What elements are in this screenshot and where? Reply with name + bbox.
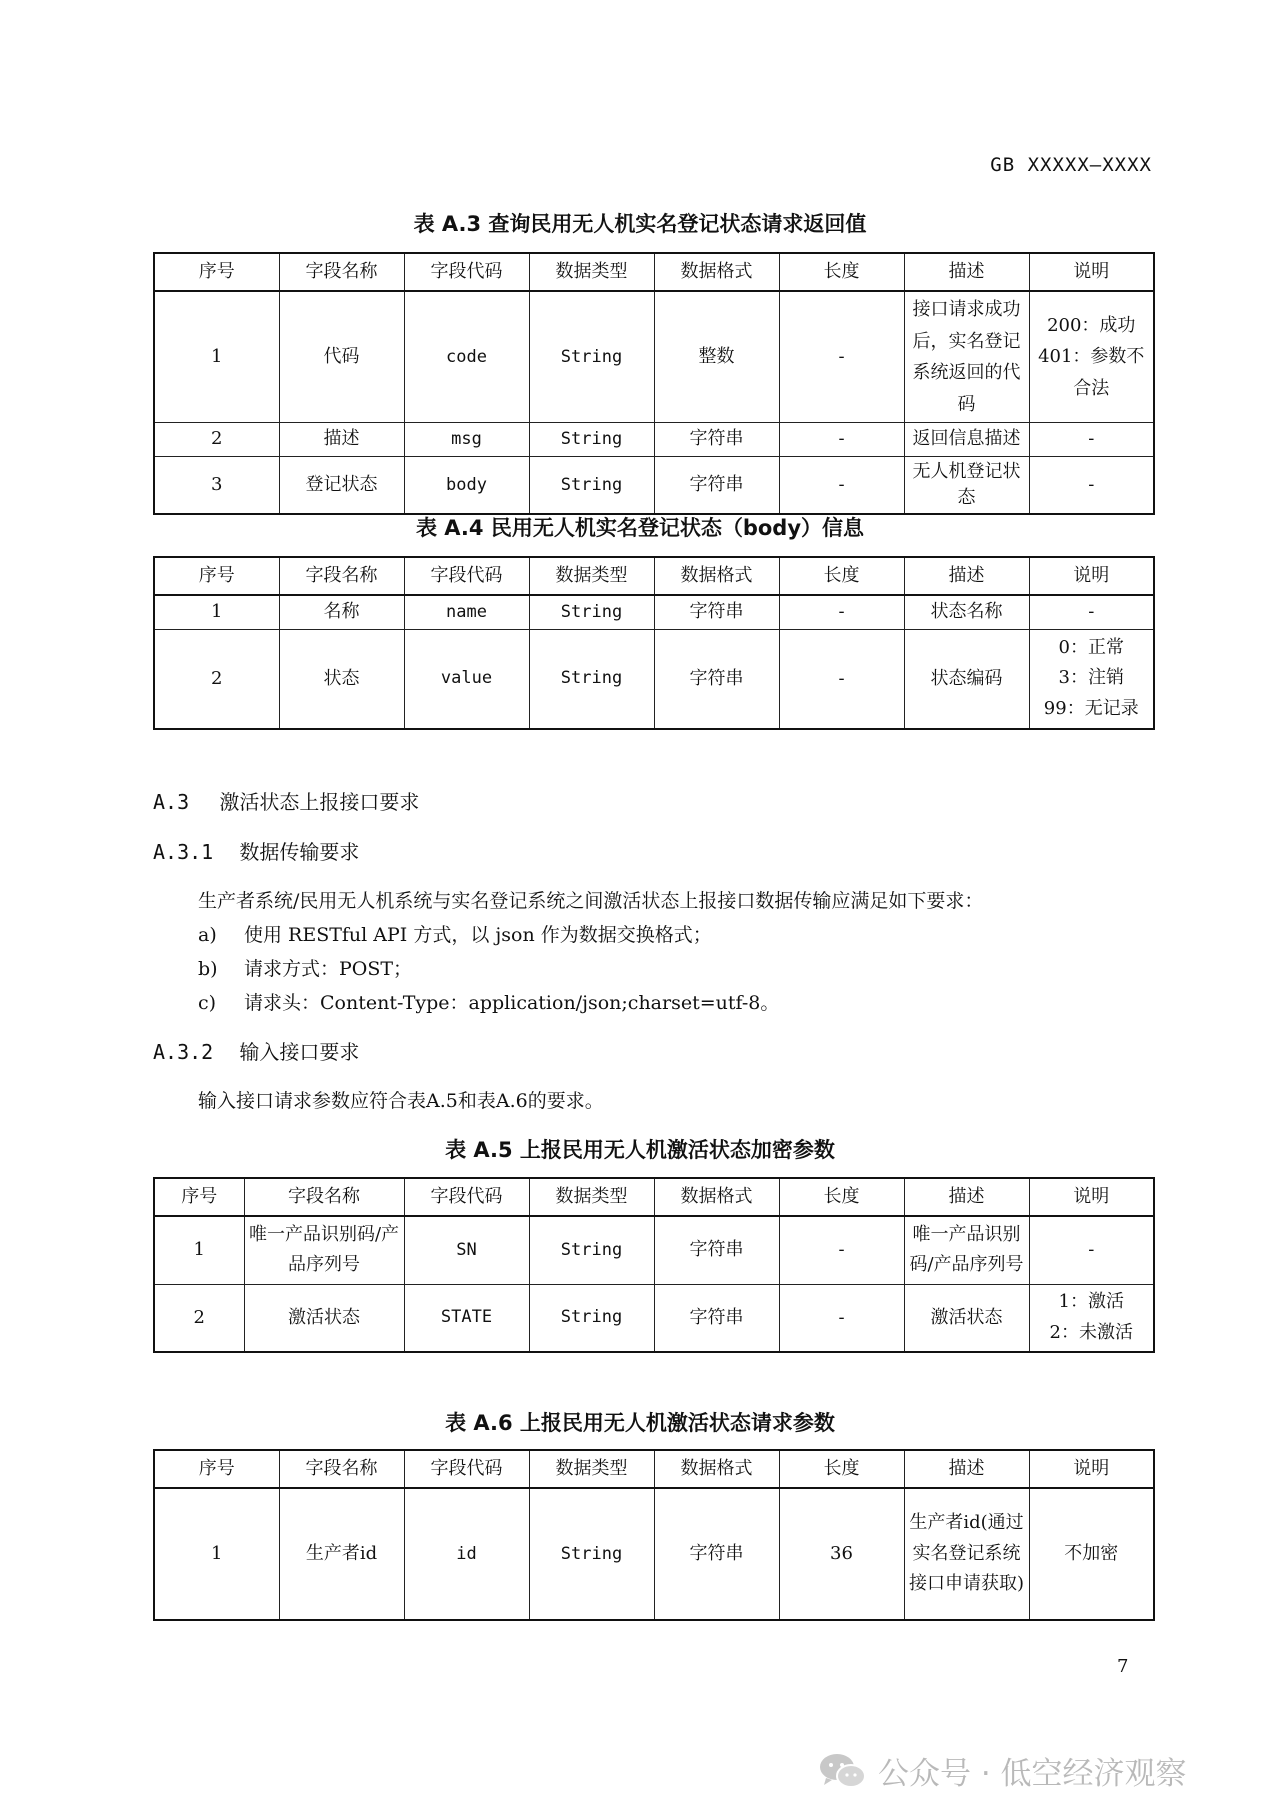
- header-cell: 字段名称: [279, 1450, 404, 1488]
- header-cell: 数据格式: [654, 253, 779, 291]
- header-cell: 长度: [779, 1178, 904, 1216]
- section-number: A.3: [153, 790, 190, 814]
- header-cell: 数据类型: [529, 1178, 654, 1216]
- cell-code: code: [404, 291, 529, 423]
- header-cell: 字段名称: [244, 1178, 404, 1216]
- cell-no: 1: [154, 291, 279, 423]
- header-cell: 描述: [904, 253, 1029, 291]
- cell-format: 字符串: [654, 423, 779, 457]
- cell-length: -: [779, 1216, 904, 1284]
- note-line: 2：未激活: [1049, 1321, 1133, 1343]
- table-row: [154, 629, 1154, 729]
- section-a31-heading: [153, 836, 359, 865]
- table-a5: [153, 1177, 1155, 1353]
- cell-code: STATE: [404, 1284, 529, 1352]
- table-row: [154, 1488, 1154, 1620]
- cell-format: 字符串: [654, 629, 779, 729]
- list-text: 使用 RESTful API 方式，以 json 作为数据交换格式；: [244, 924, 712, 946]
- table-header-row: [154, 1450, 1154, 1488]
- cell-no: 3: [154, 457, 279, 515]
- header-cell: 数据类型: [529, 557, 654, 595]
- header-cell: 字段代码: [404, 557, 529, 595]
- header-cell: 长度: [779, 1450, 904, 1488]
- note-line: 3：注销: [1058, 667, 1124, 689]
- table-row: [154, 291, 1154, 423]
- watermark-text: 公众号 · 低空经济观察: [878, 1756, 1187, 1792]
- section-a3-heading: [153, 786, 419, 815]
- cell-note: -: [1029, 457, 1154, 515]
- list-label: a): [198, 924, 217, 946]
- table-row: [154, 1284, 1154, 1352]
- cell-type: String: [529, 457, 654, 515]
- table-header-row: [154, 1178, 1154, 1216]
- cell-code: name: [404, 595, 529, 629]
- cell-type: String: [529, 1284, 654, 1352]
- cell-name: 唯一产品识别码/产品序列号: [244, 1216, 404, 1284]
- section-number: A.3.2: [153, 1040, 214, 1064]
- header-cell: 字段代码: [404, 1178, 529, 1216]
- cell-format: 字符串: [654, 1284, 779, 1352]
- cell-note: -: [1029, 423, 1154, 457]
- list-label: b): [198, 958, 218, 980]
- cell-no: 1: [154, 1488, 279, 1620]
- table-row: [154, 595, 1154, 629]
- cell-length: -: [779, 457, 904, 515]
- header-cell: 描述: [904, 557, 1029, 595]
- cell-code: body: [404, 457, 529, 515]
- cell-note: [1029, 1284, 1154, 1352]
- cell-code: id: [404, 1488, 529, 1620]
- note-line: 1：激活: [1058, 1291, 1124, 1313]
- cell-desc: 生产者id(通过实名登记系统接口申请获取): [904, 1488, 1029, 1620]
- table-header-row: [154, 253, 1154, 291]
- header-cell: 数据格式: [654, 1178, 779, 1216]
- table-a3-caption: 表 A.3 查询民用无人机实名登记状态请求返回值: [413, 212, 867, 236]
- header-cell: 说明: [1029, 1450, 1154, 1488]
- section-a32-heading: [153, 1036, 359, 1065]
- wechat-icon: [818, 1751, 868, 1791]
- cell-code: SN: [404, 1216, 529, 1284]
- list-text: 请求方式：POST；: [244, 958, 413, 980]
- paragraph: 输入接口请求参数应符合表A.5和表A.6的要求。: [198, 1090, 604, 1112]
- table-a4-caption: 表 A.4 民用无人机实名登记状态（body）信息: [415, 516, 865, 540]
- cell-note: [1029, 629, 1154, 729]
- cell-type: String: [529, 629, 654, 729]
- cell-length: -: [779, 423, 904, 457]
- header-cell: 数据类型: [529, 253, 654, 291]
- cell-note: 不加密: [1029, 1488, 1154, 1620]
- cell-desc: 返回信息描述: [904, 423, 1029, 457]
- header-cell: 字段代码: [404, 1450, 529, 1488]
- cell-desc: 状态编码: [904, 629, 1029, 729]
- header-cell: 字段名称: [279, 253, 404, 291]
- cell-length: -: [779, 629, 904, 729]
- list-item: [198, 954, 412, 981]
- cell-type: String: [529, 423, 654, 457]
- table-a4: [153, 556, 1155, 730]
- cell-length: 36: [779, 1488, 904, 1620]
- header-cell: 说明: [1029, 557, 1154, 595]
- section-number: A.3.1: [153, 840, 214, 864]
- header-cell: 序号: [154, 253, 279, 291]
- cell-no: 1: [154, 595, 279, 629]
- cell-format: 字符串: [654, 457, 779, 515]
- note-line: 0：正常: [1058, 636, 1124, 658]
- cell-name: 生产者id: [279, 1488, 404, 1620]
- table-row: [154, 423, 1154, 457]
- section-title: 数据传输要求: [239, 840, 360, 864]
- cell-note: -: [1029, 595, 1154, 629]
- standard-code: GB XXXXX—XXXX: [990, 154, 1152, 176]
- header-cell: 数据格式: [654, 1450, 779, 1488]
- cell-name: 登记状态: [279, 457, 404, 515]
- list-item: [198, 988, 779, 1015]
- cell-name: 描述: [279, 423, 404, 457]
- list-item: [198, 920, 712, 947]
- cell-format: 字符串: [654, 1488, 779, 1620]
- header-cell: 序号: [154, 1450, 279, 1488]
- table-a5-caption: 表 A.5 上报民用无人机激活状态加密参数: [445, 1138, 835, 1162]
- header-cell: 序号: [154, 557, 279, 595]
- section-title: 激活状态上报接口要求: [219, 790, 420, 814]
- section-title: 输入接口要求: [239, 1040, 360, 1064]
- cell-type: String: [529, 1488, 654, 1620]
- table-header-row: [154, 557, 1154, 595]
- header-cell: 描述: [904, 1450, 1029, 1488]
- header-cell: 字段代码: [404, 253, 529, 291]
- header-cell: 说明: [1029, 1178, 1154, 1216]
- list-text: 请求头：Content-Type：application/json;charset=utf-8。: [244, 992, 780, 1014]
- header-cell: 序号: [154, 1178, 244, 1216]
- header-cell: 长度: [779, 253, 904, 291]
- cell-no: 2: [154, 1284, 244, 1352]
- cell-code: msg: [404, 423, 529, 457]
- header-cell: 数据类型: [529, 1450, 654, 1488]
- cell-no: 1: [154, 1216, 244, 1284]
- note-line: 99：无记录: [1043, 698, 1139, 720]
- cell-type: String: [529, 1216, 654, 1284]
- cell-length: -: [779, 595, 904, 629]
- cell-desc: 激活状态: [904, 1284, 1029, 1352]
- cell-desc: 接口请求成功后，实名登记系统返回的代码: [904, 291, 1029, 423]
- cell-name: 代码: [279, 291, 404, 423]
- header-cell: 长度: [779, 557, 904, 595]
- header-cell: 字段名称: [279, 557, 404, 595]
- cell-type: String: [529, 291, 654, 423]
- cell-desc: 唯一产品识别码/产品序列号: [904, 1216, 1029, 1284]
- cell-code: value: [404, 629, 529, 729]
- cell-length: -: [779, 1284, 904, 1352]
- header-cell: 描述: [904, 1178, 1029, 1216]
- cell-desc: 状态名称: [904, 595, 1029, 629]
- cell-desc: 无人机登记状态: [904, 457, 1029, 515]
- cell-type: String: [529, 595, 654, 629]
- cell-no: 2: [154, 423, 279, 457]
- cell-name: 名称: [279, 595, 404, 629]
- cell-note: -: [1029, 1216, 1154, 1284]
- header-cell: 说明: [1029, 253, 1154, 291]
- cell-format: 整数: [654, 291, 779, 423]
- table-row: [154, 457, 1154, 515]
- header-cell: 数据格式: [654, 557, 779, 595]
- cell-name: 状态: [279, 629, 404, 729]
- cell-format: 字符串: [654, 1216, 779, 1284]
- cell-name: 激活状态: [244, 1284, 404, 1352]
- cell-format: 字符串: [654, 595, 779, 629]
- cell-note: 200：成功 401：参数不合法: [1029, 291, 1154, 423]
- table-a6-caption: 表 A.6 上报民用无人机激活状态请求参数: [445, 1411, 835, 1435]
- table-a3: [153, 252, 1155, 515]
- table-row: [154, 1216, 1154, 1284]
- list-label: c): [198, 992, 217, 1014]
- watermark: [818, 1748, 1187, 1793]
- cell-length: -: [779, 291, 904, 423]
- page-number: 7: [1117, 1656, 1129, 1677]
- cell-no: 2: [154, 629, 279, 729]
- table-a6: [153, 1449, 1155, 1621]
- paragraph: 生产者系统/民用无人机系统与实名登记系统之间激活状态上报接口数据传输应满足如下要求：: [198, 890, 984, 912]
